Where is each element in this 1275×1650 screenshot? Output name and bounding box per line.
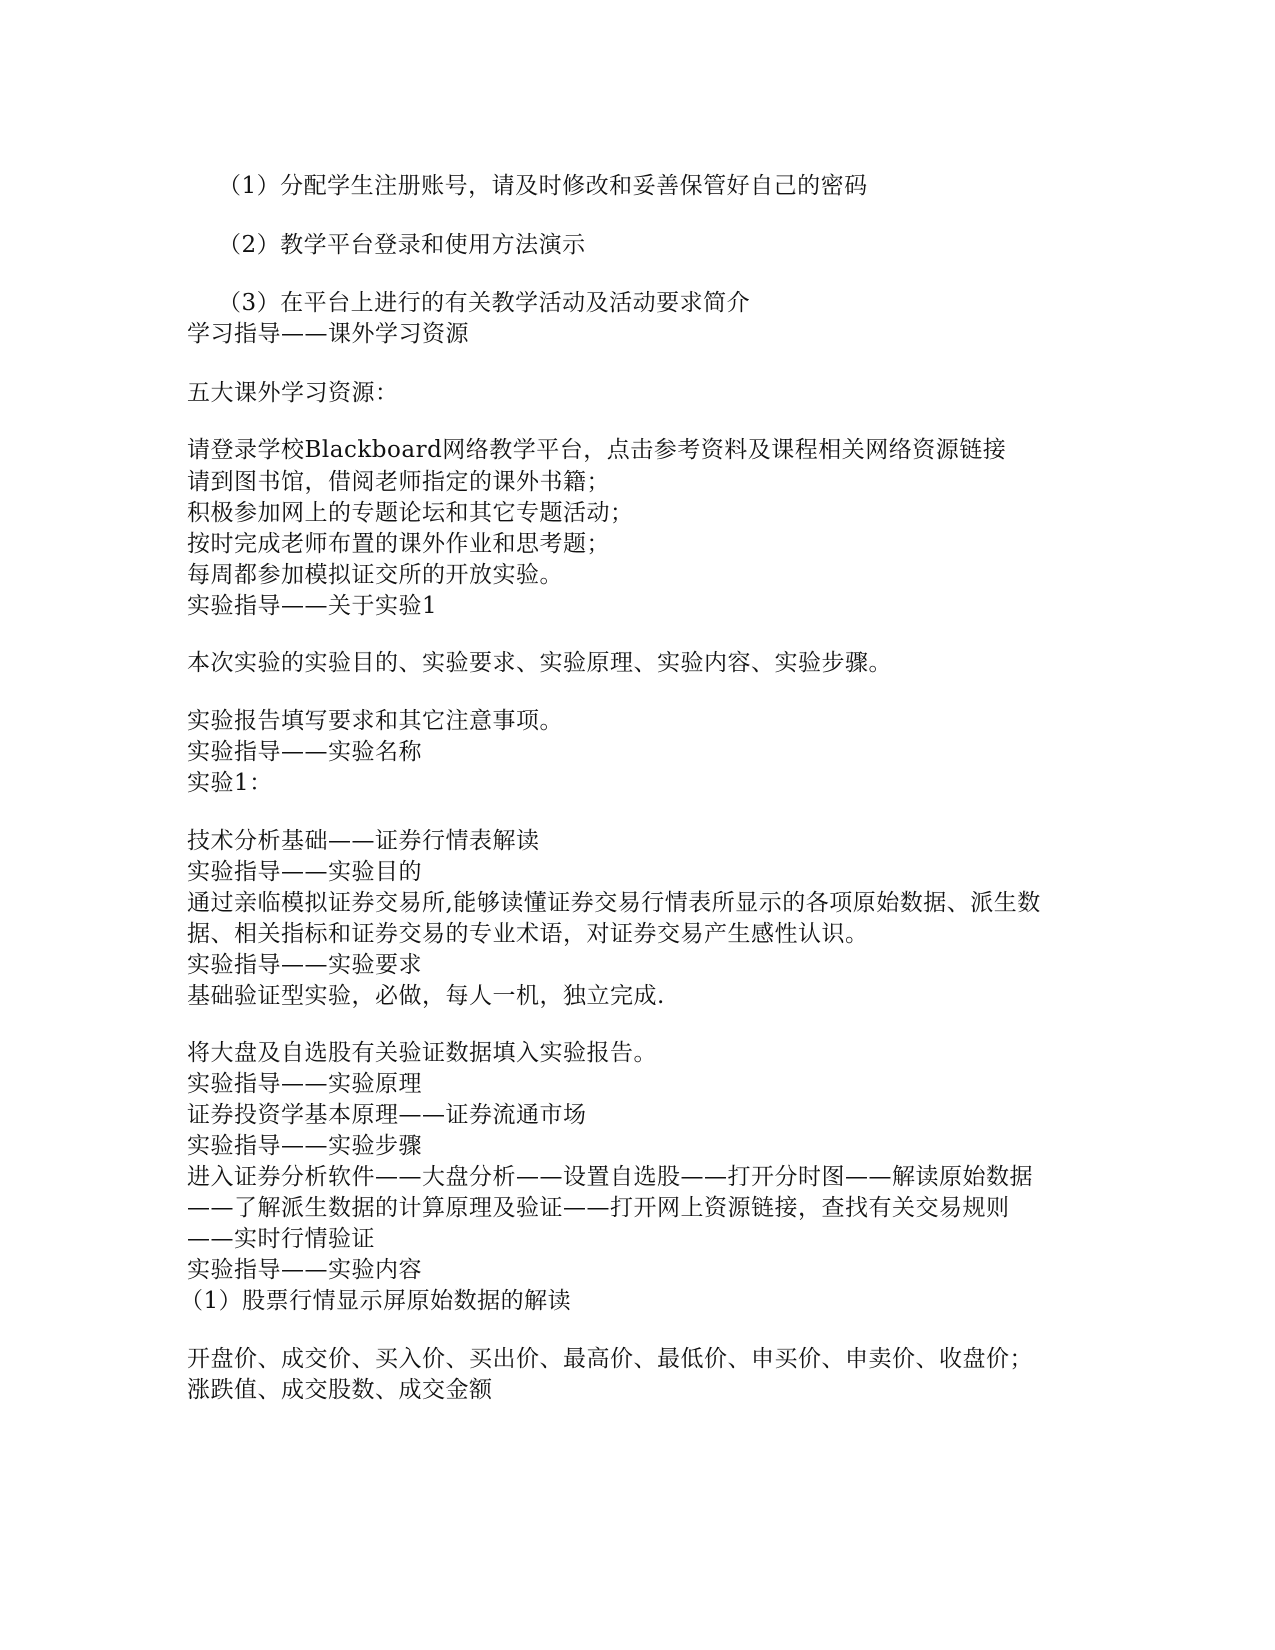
section-heading: 实验指导——实验内容 [187,1257,422,1283]
section-heading: 实验指导——实验要求 [187,952,422,978]
text-line: 本次实验的实验目的、实验要求、实验原理、实验内容、实验步骤。 [187,650,892,676]
text-line: 通过亲临模拟证券交易所,能够读懂证券交易行情表所显示的各项原始数据、派生数 [187,890,1041,916]
text-line: 每周都参加模拟证交所的开放实验。 [187,562,563,588]
text-line: （2）教学平台登录和使用方法演示 [218,232,586,258]
text-line: 开盘价、成交价、买入价、买出价、最高价、最低价、申买价、申卖价、收盘价； [187,1346,1033,1372]
text-line: 请到图书馆，借阅老师指定的课外书籍； [187,469,610,495]
section-heading: 实验指导——实验名称 [187,739,422,765]
section-heading: 实验指导——实验原理 [187,1071,422,1097]
section-heading: 学习指导——课外学习资源 [187,321,469,347]
text-line: ——了解派生数据的计算原理及验证——打开网上资源链接，查找有关交易规则 [187,1195,1010,1221]
text-line: 证券投资学基本原理——证券流通市场 [187,1102,587,1128]
section-heading: 实验指导——关于实验1 [187,593,438,619]
text-line: 进入证券分析软件——大盘分析——设置自选股——打开分时图——解读原始数据 [187,1164,1033,1190]
text-line: （1）分配学生注册账号，请及时修改和妥善保管好自己的密码 [218,173,868,199]
text-line: （1）股票行情显示屏原始数据的解读 [180,1288,572,1314]
section-heading: 实验指导——实验目的 [187,859,422,885]
text-line: 实验1： [187,770,273,796]
text-line: 请登录学校Blackboard网络教学平台，点击参考资料及课程相关网络资源链接 [187,437,1007,463]
text-line: 按时完成老师布置的课外作业和思考题； [187,531,610,557]
text-line: 技术分析基础——证券行情表解读 [187,828,540,854]
text-line: 将大盘及自选股有关验证数据填入实验报告。 [187,1040,657,1066]
text-line: 基础验证型实验，必做，每人一机，独立完成. [187,983,665,1009]
text-line: （3）在平台上进行的有关教学活动及活动要求简介 [218,290,751,316]
text-line: 据、相关指标和证券交易的专业术语，对证券交易产生感性认识。 [187,921,869,947]
text-line: ——实时行情验证 [187,1226,375,1252]
text-line: 实验报告填写要求和其它注意事项。 [187,708,563,734]
text-line: 积极参加网上的专题论坛和其它专题活动； [187,500,634,526]
section-heading: 实验指导——实验步骤 [187,1133,422,1159]
text-line: 五大课外学习资源： [187,380,399,406]
text-line: 涨跌值、成交股数、成交金额 [187,1377,493,1403]
